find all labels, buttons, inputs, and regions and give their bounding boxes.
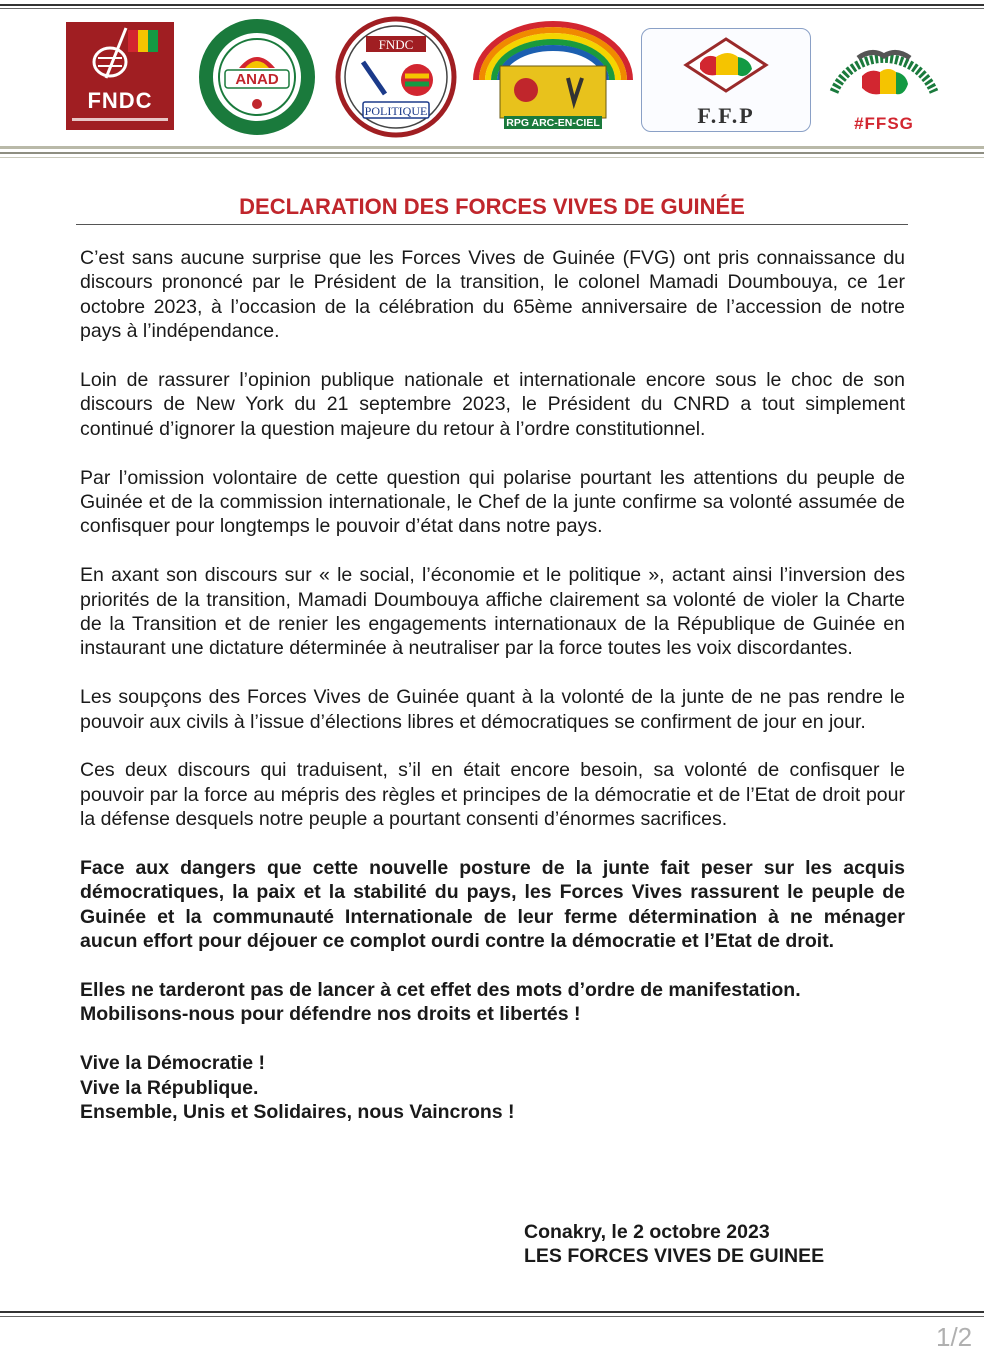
paragraph-3: Par l’omission volontaire de cette question qui polarise pourtant les attentions du peuple de Guinée et de la commission internationale, le Chef de la junte confirme sa volonté assumée de confisquer pour longtemps le pouvoir d’état dans notre pays. bbox=[80, 466, 905, 538]
call-to-action bbox=[80, 978, 905, 1027]
top-border-rule-thin bbox=[0, 8, 984, 9]
ffp-logo-text: F.F.P bbox=[697, 103, 755, 128]
fndc-politique-top-text: FNDC bbox=[378, 37, 414, 52]
paragraph-7: Face aux dangers que cette nouvelle posture de la junte fait peser sur les acquis démocratiques, la paix et la stabilité du pays, les Forces Vives rassurent le peuple de Guinée et la communauté Internationale de leur ferme détermination à ne ménager aucun effort pour déjouer ce complot ourdi contre la démocratie et l’Etat de droit. bbox=[80, 857, 905, 953]
slogan-3: Ensemble, Unis et Solidaires, nous Vaincrons ! bbox=[80, 1101, 515, 1124]
rpg-arc-en-ciel-logo bbox=[470, 20, 636, 132]
header-border-rule-thin bbox=[0, 157, 984, 158]
top-border-rule bbox=[0, 4, 984, 6]
paragraph-2: Loin de rassurer l’opinion publique nationale et internationale encore sous le choc de son discours de New York du 21 septembre 2023, le Président du CNRD a tout simplement continué d’ignorer la question majeure du retour à l’ordre constitutionnel. bbox=[80, 369, 905, 440]
slogan-1: Vive la Démocratie ! bbox=[80, 1052, 265, 1075]
declaration-body bbox=[80, 246, 905, 1125]
fndc-logo-text: FNDC bbox=[87, 88, 153, 113]
fndc-logo bbox=[66, 22, 174, 130]
header-border-rule-mid bbox=[0, 152, 984, 154]
fndc-politique-bottom-text: POLITIQUE bbox=[364, 104, 428, 118]
bottom-border-rule-thin bbox=[0, 1316, 984, 1317]
anad-emblem-icon bbox=[195, 18, 319, 136]
slogan-2: Vive la République. bbox=[80, 1076, 259, 1099]
rpg-logo-text: RPG ARC-EN-CIEL bbox=[506, 117, 600, 129]
document-title: DECLARATION DES FORCES VIVES DE GUINÉE bbox=[239, 194, 745, 219]
page-indicator: 1/2 bbox=[936, 1322, 973, 1352]
call-line-2: Mobilisons-nous pour défendre nos droits et libertés ! bbox=[80, 1003, 581, 1026]
rainbow-emblem-icon bbox=[470, 20, 636, 132]
fndc-logo-subtitle-bar bbox=[72, 118, 168, 121]
place-date: Conakry, le 2 octobre 2023 bbox=[524, 1221, 770, 1243]
signatory: LES FORCES VIVES DE GUINEE bbox=[524, 1245, 825, 1268]
ffsg-logo-text: #FFSG bbox=[854, 114, 914, 133]
fndc-politique-logo bbox=[333, 16, 459, 138]
anad-logo-text: ANAD bbox=[235, 71, 279, 88]
paragraph-4: En axant son discours sur « le social, l’économie et le politique », actant ainsi l’inversion des priorités de la transition, Mamadi Doumbouya affiche clairement sa volonté de violer la Charte de la Transition et de renier les engagements internationaux de la République de Guinée en instaurant une dictature déterminée à neutraliser par la force toutes les voix discordantes. bbox=[80, 564, 905, 660]
fndc-politique-emblem-icon bbox=[333, 16, 459, 138]
slogans bbox=[80, 1051, 905, 1124]
ffsg-logo bbox=[822, 14, 946, 138]
paragraph-1: C’est sans aucune surprise que les Forces Vives de Guinée (FVG) ont pris connaissance du discours prononcé par le Président de la transition, le colonel Mamadi Doumbouya, ce 1er octobre 2023, à l’occasion de la célébration du 65ème anniversaire de l’accession de notre pays à l’indépendance. bbox=[80, 247, 905, 343]
paragraph-5: Les soupçons des Forces Vives de Guinée quant à la volonté de la junte de ne pas rendre le pouvoir aux civils à l’issue d’élections libres et démocratiques se confirment de jour en jour. bbox=[80, 686, 905, 733]
call-line-1: Elles ne tarderont pas de lancer à cet effet des mots d’ordre de manifestation. bbox=[80, 979, 801, 1002]
bottom-border-rule bbox=[0, 1311, 984, 1313]
header-border-rule bbox=[0, 146, 984, 149]
handshake-map-icon bbox=[822, 14, 946, 114]
guinea-map-icon bbox=[642, 29, 810, 103]
fist-flag-icon bbox=[66, 22, 174, 88]
paragraph-6: Ces deux discours qui traduisent, s’il en était encore besoin, sa volonté de confisquer le pouvoir par la force au mépris des règles et principes de la démocratie et de l’Etat de droit pour la défense desquels notre peuple a pourtant consenti d’énormes sacrifices. bbox=[80, 759, 905, 831]
ffp-logo bbox=[641, 28, 811, 132]
signature-block bbox=[524, 1220, 824, 1269]
title-underline bbox=[76, 224, 908, 225]
anad-logo bbox=[195, 18, 319, 136]
